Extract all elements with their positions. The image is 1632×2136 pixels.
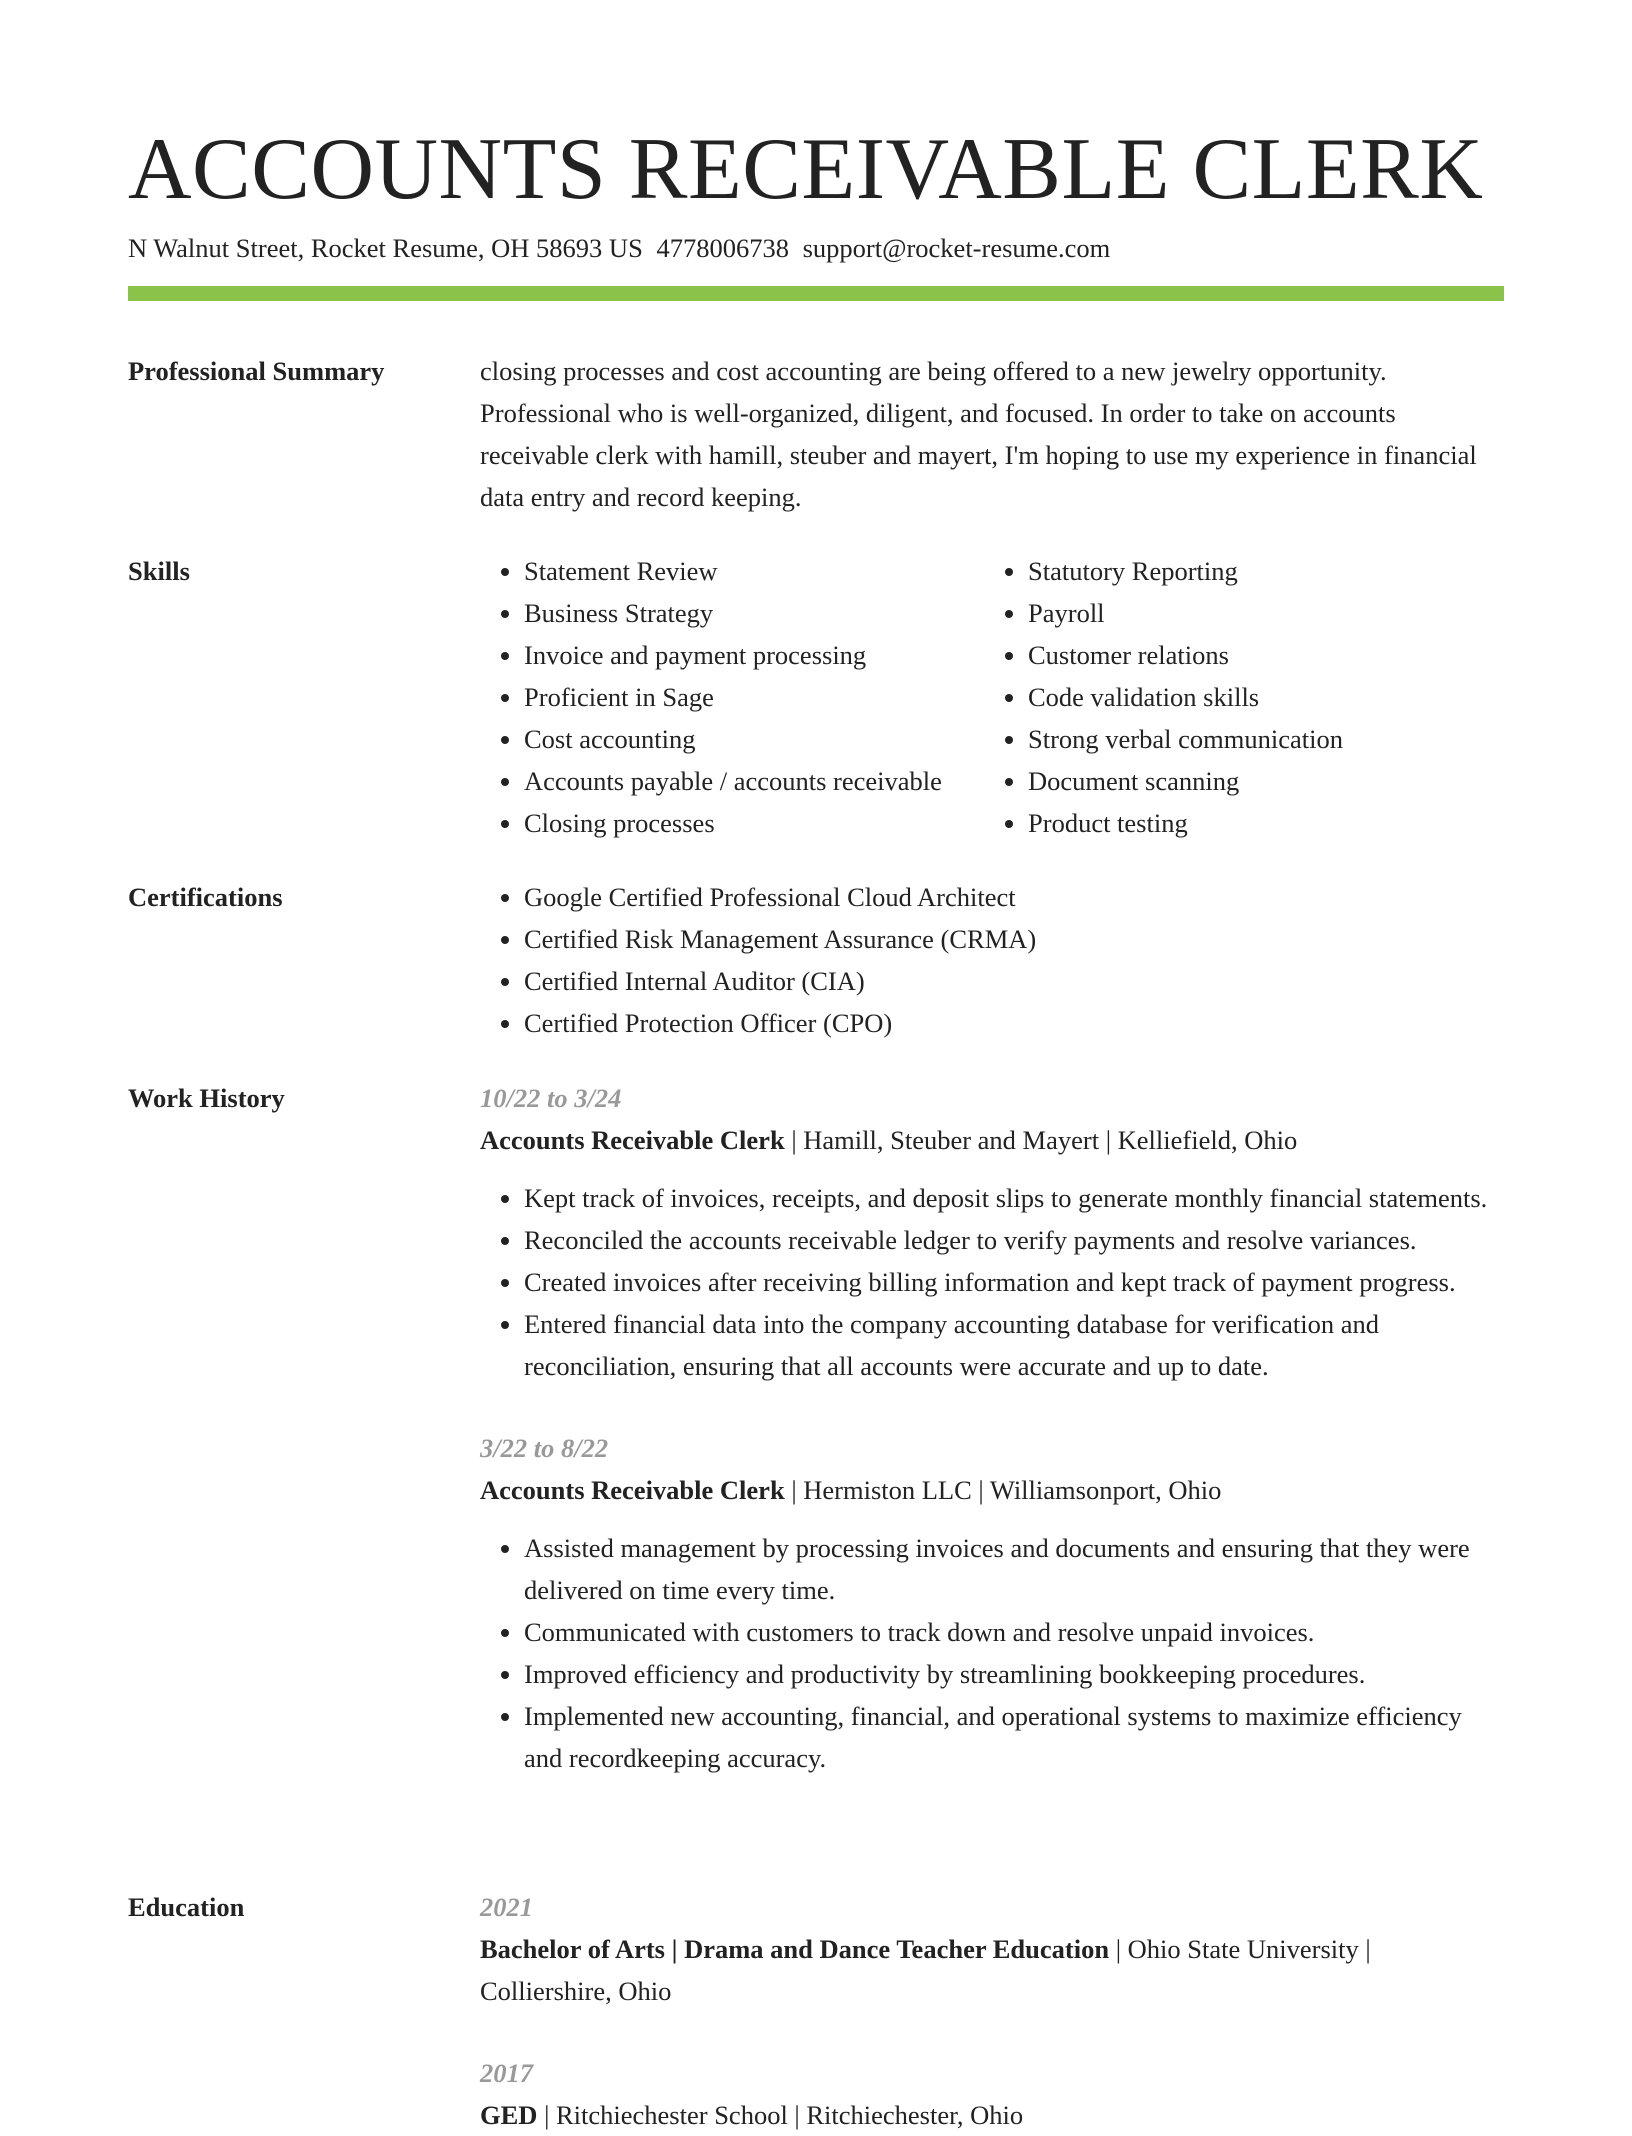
header-divider xyxy=(128,286,1504,301)
certification-item: • Certified Internal Auditor (CIA) xyxy=(524,960,1504,1002)
education-entry xyxy=(480,2052,1504,2136)
skill-item: • Document scanning xyxy=(1028,760,1488,802)
job-entry xyxy=(480,1427,1504,1779)
summary-text: closing processes and cost accounting are being offered to a new jewelry opportunity. Professional who is well-organized, diligent, and focused. In order to take on accounts receivable clerk with hamill, steuber and mayert, I'm hoping to use my experience in financial data entry and record keeping. xyxy=(480,356,1477,512)
skills-label: Skills xyxy=(128,556,190,586)
job-title: Accounts Receivable Clerk xyxy=(480,1475,785,1505)
skill-item: • Invoice and payment processing xyxy=(524,634,984,676)
certification-item: • Certified Protection Officer (CPO) xyxy=(524,1002,1504,1044)
education-line xyxy=(480,1928,1504,2012)
certification-item: • Google Certified Professional Cloud Architect xyxy=(524,876,1504,918)
job-bullet: • Entered financial data into the company accounting database for verification and reconciliation, ensuring that all accounts were accurate and up to date. xyxy=(524,1303,1504,1387)
education-body xyxy=(480,1886,1504,2136)
resume-title: ACCOUNTS RECEIVABLE CLERK xyxy=(128,121,1484,218)
skills-body xyxy=(480,550,1504,844)
skill-item: • Cost accounting xyxy=(524,718,984,760)
job-title: Accounts Receivable Clerk xyxy=(480,1125,785,1155)
job-bullet: • Kept track of invoices, receipts, and deposit slips to generate monthly financial statements. xyxy=(524,1177,1504,1219)
job-bullet: • Implemented new accounting, financial, and operational systems to maximize efficiency and recordkeeping accuracy. xyxy=(524,1695,1504,1779)
education-line xyxy=(480,2094,1504,2136)
education-year: 2021 xyxy=(480,1892,533,1922)
job-bullet: • Communicated with customers to track down and resolve unpaid invoices. xyxy=(524,1611,1504,1653)
contact-line xyxy=(128,230,1110,266)
skill-item: • Statement Review xyxy=(524,550,984,592)
job-bullet: • Reconciled the accounts receivable ledger to verify payments and resolve variances. xyxy=(524,1219,1504,1261)
education-year: 2017 xyxy=(480,2058,533,2088)
education-degree: Bachelor of Arts | Drama and Dance Teacher Education xyxy=(480,1934,1110,1964)
skill-item: • Closing processes xyxy=(524,802,984,844)
skill-item: • Product testing xyxy=(1028,802,1488,844)
summary-body xyxy=(480,350,1504,518)
job-entry xyxy=(480,1077,1504,1387)
contact-phone: 4778006738 xyxy=(656,233,789,263)
job-bullet: • Improved efficiency and productivity by streamlining bookkeeping procedures. xyxy=(524,1653,1504,1695)
job-role-line xyxy=(480,1119,1504,1161)
education-school: | Ohio State University | Colliershire, Ohio xyxy=(480,1934,1371,2006)
skill-item: • Code validation skills xyxy=(1028,676,1488,718)
skills-column-left xyxy=(480,550,984,844)
skill-item: • Accounts payable / accounts receivable xyxy=(524,760,984,802)
certification-item: • Certified Risk Management Assurance (CRMA) xyxy=(524,918,1504,960)
skill-item: • Payroll xyxy=(1028,592,1488,634)
skill-item: • Proficient in Sage xyxy=(524,676,984,718)
skill-item: • Strong verbal communication xyxy=(1028,718,1488,760)
education-school: | Ritchiechester School | Ritchiechester, Ohio xyxy=(537,2100,1024,2130)
contact-address: N Walnut Street, Rocket Resume, OH 58693 US xyxy=(128,233,643,263)
education-entry xyxy=(480,1886,1504,2012)
certifications-body xyxy=(480,876,1504,1044)
job-dates: 3/22 to 8/22 xyxy=(480,1433,609,1463)
work-history-label: Work History xyxy=(128,1083,285,1113)
certifications-label: Certifications xyxy=(128,882,283,912)
education-label: Education xyxy=(128,1892,245,1922)
skills-column-right xyxy=(984,550,1488,844)
skill-item: • Customer relations xyxy=(1028,634,1488,676)
job-bullet: • Assisted management by processing invoices and documents and ensuring that they were delivered on time every time. xyxy=(524,1527,1504,1611)
job-role-line xyxy=(480,1469,1504,1511)
skill-item: • Statutory Reporting xyxy=(1028,550,1488,592)
education-degree: GED xyxy=(480,2100,538,2130)
job-dates: 10/22 to 3/24 xyxy=(480,1083,622,1113)
job-employer: | Hermiston LLC | Williamsonport, Ohio xyxy=(784,1475,1222,1505)
job-bullet: • Created invoices after receiving billing information and kept track of payment progress. xyxy=(524,1261,1504,1303)
work-history-body xyxy=(480,1077,1504,1779)
skill-item: • Business Strategy xyxy=(524,592,984,634)
job-employer: | Hamill, Steuber and Mayert | Kelliefield, Ohio xyxy=(784,1125,1298,1155)
contact-email: support@rocket-resume.com xyxy=(802,233,1111,263)
summary-label: Professional Summary xyxy=(128,356,385,386)
